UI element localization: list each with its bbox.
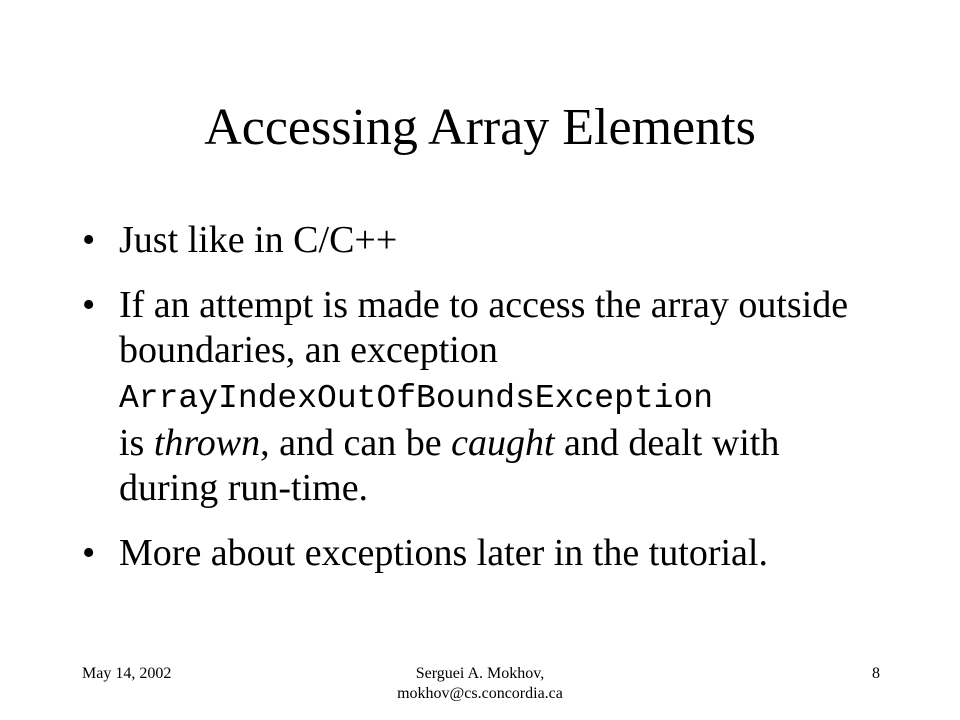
bullet-text-part4: and dealt with during run-time. [119, 422, 780, 509]
slide-title: Accessing Array Elements [204, 99, 756, 156]
bullet-icon: • [82, 219, 96, 261]
footer-date: May 14, 2002 [82, 665, 172, 682]
bullet-text-part2: is [119, 422, 145, 464]
footer-author [300, 664, 660, 704]
bullet-item-exception [82, 283, 882, 511]
bullet-icon: • [82, 284, 96, 326]
emphasis-thrown: thrown [153, 422, 261, 464]
emphasis-caught: caught [451, 422, 555, 464]
footer-author-name: Serguei A. Mokhov, [415, 665, 545, 682]
footer-page-number: 8 [872, 665, 880, 682]
footer-author-email: mokhov@cs.concordia.ca [397, 685, 563, 702]
bullet-text: Just like in C/C++ [119, 219, 398, 261]
exception-class-name: ArrayIndexOutOfBoundsException [119, 380, 714, 417]
bullet-text-part1: If an attempt is made to access the array outside boundaries, an exception [119, 284, 849, 371]
bullet-item-more-about-exceptions [82, 531, 882, 576]
bullet-item-similar-to-c [82, 218, 882, 263]
bullet-text-part3: , and can be [260, 422, 442, 464]
bullet-list [82, 218, 882, 596]
bullet-text: More about exceptions later in the tutorial. [119, 532, 768, 574]
bullet-icon: • [82, 532, 96, 574]
